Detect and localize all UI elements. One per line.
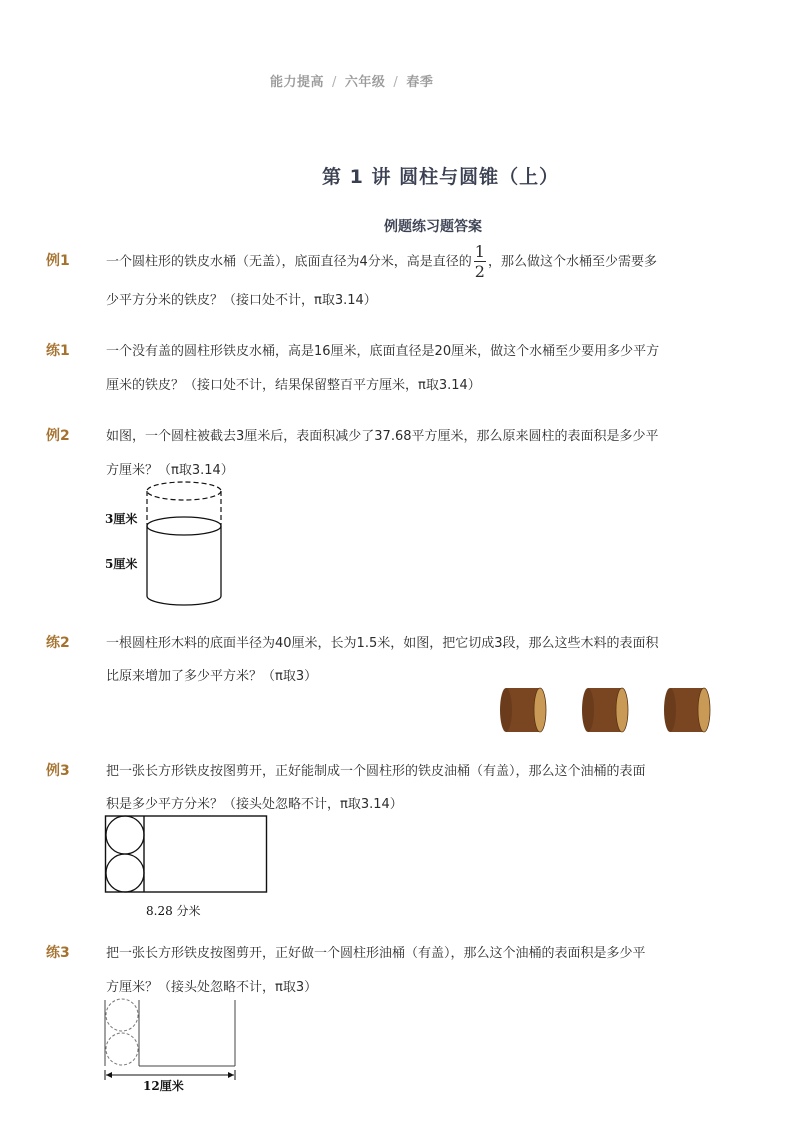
wood-log <box>500 688 546 732</box>
problem-text-line: 把一张长方形铁皮按图剪开，正好做一个圆柱形油桶（有盖），那么这个油桶的表面积是多少平 <box>106 946 646 961</box>
problem-label: 例1 <box>46 253 70 269</box>
length-label-2: 12厘米 <box>143 1079 184 1093</box>
breadcrumb-separator: / <box>332 75 337 90</box>
breadcrumb-separator: / <box>393 75 399 90</box>
height-label-bottom: 5厘米 <box>105 557 138 571</box>
page-subtitle: 例题练习题答案 <box>384 219 482 235</box>
problem-text-line <box>106 244 657 280</box>
sheet-cut-figure-2 <box>100 998 242 1084</box>
problem-text-line: 一根圆柱形木料的底面半径为40厘米，长为1.5米，如图，把它切成3段，那么这些木料的表面积 <box>106 636 659 651</box>
cut-top-ellipse <box>147 482 221 500</box>
fraction-numerator: 1 <box>474 242 485 261</box>
problem-label: 例3 <box>46 763 70 779</box>
fraction-denominator: 2 <box>474 262 485 281</box>
problem-text-line: 如图，一个圆柱被截去3厘米后，表面积减少了37.68平方厘米，那么原来圆柱的表面积是多少平 <box>106 429 659 444</box>
problem-text-line: 少平方分米的铁皮？（接口处不计，π取3.14） <box>106 293 377 308</box>
problem-text-line: 方厘米？（π取3.14） <box>106 463 234 478</box>
arrow-left-icon <box>106 1072 112 1078</box>
length-label: 8.28 分米 <box>146 904 201 918</box>
problem-label: 练2 <box>46 635 70 651</box>
wood-logs-figure <box>496 684 718 736</box>
cylinder-top-ellipse <box>147 517 221 535</box>
page-title: 第 1 讲 圆柱与圆锥（上） <box>322 166 560 188</box>
breadcrumb <box>270 71 433 90</box>
lid-circle <box>106 816 144 854</box>
wood-log <box>582 688 628 732</box>
problem-text-line: 方厘米？（接头处忽略不计，π取3） <box>106 980 318 995</box>
problem-label: 练1 <box>46 343 70 359</box>
base-circle <box>106 1033 138 1065</box>
breadcrumb-level: 能力提高 <box>270 75 325 90</box>
breadcrumb-grade: 六年级 <box>344 75 386 90</box>
fraction <box>474 244 486 280</box>
problem-text-segment: ，那么做这个水桶至少需要多 <box>487 254 657 270</box>
problem-text-line: 比原来增加了多少平方米？（π取3） <box>106 669 318 684</box>
problem-text-line: 一个没有盖的圆柱形铁皮水桶，高是16厘米，底面直径是20厘米，做这个水桶至少要用多少平方 <box>106 344 660 359</box>
sheet-cut-figure <box>104 814 270 896</box>
problem-text-line: 厘米的铁皮？（接口处不计，结果保留整百平方厘米，π取3.14） <box>106 378 481 393</box>
wood-log <box>664 688 710 732</box>
breadcrumb-season: 春季 <box>406 75 434 90</box>
cylinder-bottom-arc <box>147 596 221 605</box>
problem-text-line: 把一张长方形铁皮按图剪开，正好能制成一个圆柱形的铁皮油桶（有盖），那么这个油桶的表面 <box>106 764 646 779</box>
base-circle <box>106 854 144 892</box>
problem-text-segment: 一个圆柱形的铁皮水桶（无盖），底面直径为4分米，高是直径的 <box>106 254 472 270</box>
problem-label: 练3 <box>46 945 70 961</box>
problem-text-line: 积是多少平方分米？（接头处忽略不计，π取3.14） <box>106 797 403 812</box>
lid-circle <box>106 999 138 1031</box>
problem-label: 例2 <box>46 428 70 444</box>
height-label-top: 3厘米 <box>105 512 138 526</box>
cylinder-figure <box>100 478 240 608</box>
arrow-right-icon <box>228 1072 234 1078</box>
